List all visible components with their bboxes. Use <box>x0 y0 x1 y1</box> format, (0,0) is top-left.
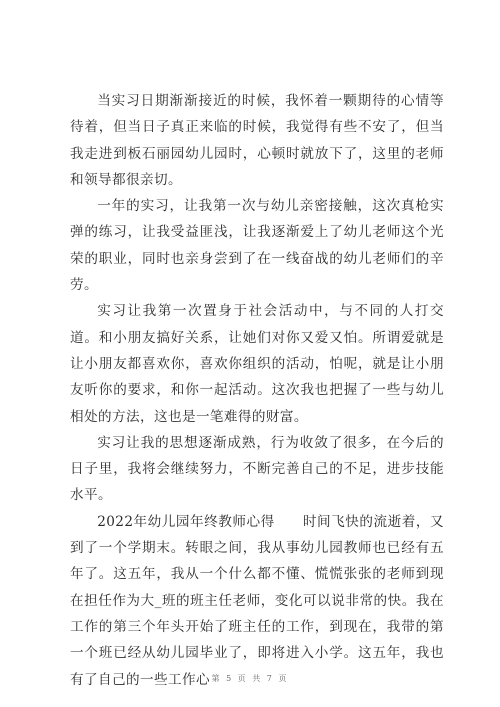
paragraph-5: 2022年幼儿园年终教师心得 时间飞快的流逝着，又到了一个学期末。转眼之间，我从事幼儿园教师也已经有五年了。这五年，我从一个什么都不懂、慌慌张张的老师到现在担任作为大_班的班主任老师，变化可以说非常的快。我在工作的第三个年头开始了班主任的工作，到现在，我带的第一个班已经从幼儿园毕业了，即将进入小学。这五年，我也有了自己的一些工作心 <box>70 513 444 688</box>
paragraph-1: 当实习日期渐渐接近的时候，我怀着一颗期待的心情等待着，但当日子真正来临的时候，我觉得有些不安了，但当我走进到板石丽园幼儿园时，心顿时就放下了，这里的老师和领导都很亲切。 <box>70 93 444 188</box>
paragraph-2: 一年的实习，让我第一次与幼儿亲密接触，这次真枪实弹的练习，让我受益匪浅，让我逐渐爱上了幼儿老师这个光荣的职业，同时也亲身尝到了在一线奋战的幼儿老师们的辛劳。 <box>70 198 444 294</box>
paragraph-4: 实习让我的思想逐渐成熟，行为收敛了很多，在今后的日子里，我将会继续努力，不断完善自己的不足，进步技能水平。 <box>70 434 444 504</box>
page-footer: 第 5 页 共 7 页 <box>211 674 289 683</box>
document-body <box>70 88 444 693</box>
paragraph-3: 实习让我第一次置身于社会活动中，与不同的人打交道。和小朋友搞好关系，让她们对你又爱又怕。所谓爱就是让小朋友都喜欢你，喜欢你组织的活动，怕呢，就是让小朋友听你的要求，和你一起活动。这次我也把握了一些与幼儿相处的方法，这也是一笔难得的财富。 <box>70 303 444 425</box>
